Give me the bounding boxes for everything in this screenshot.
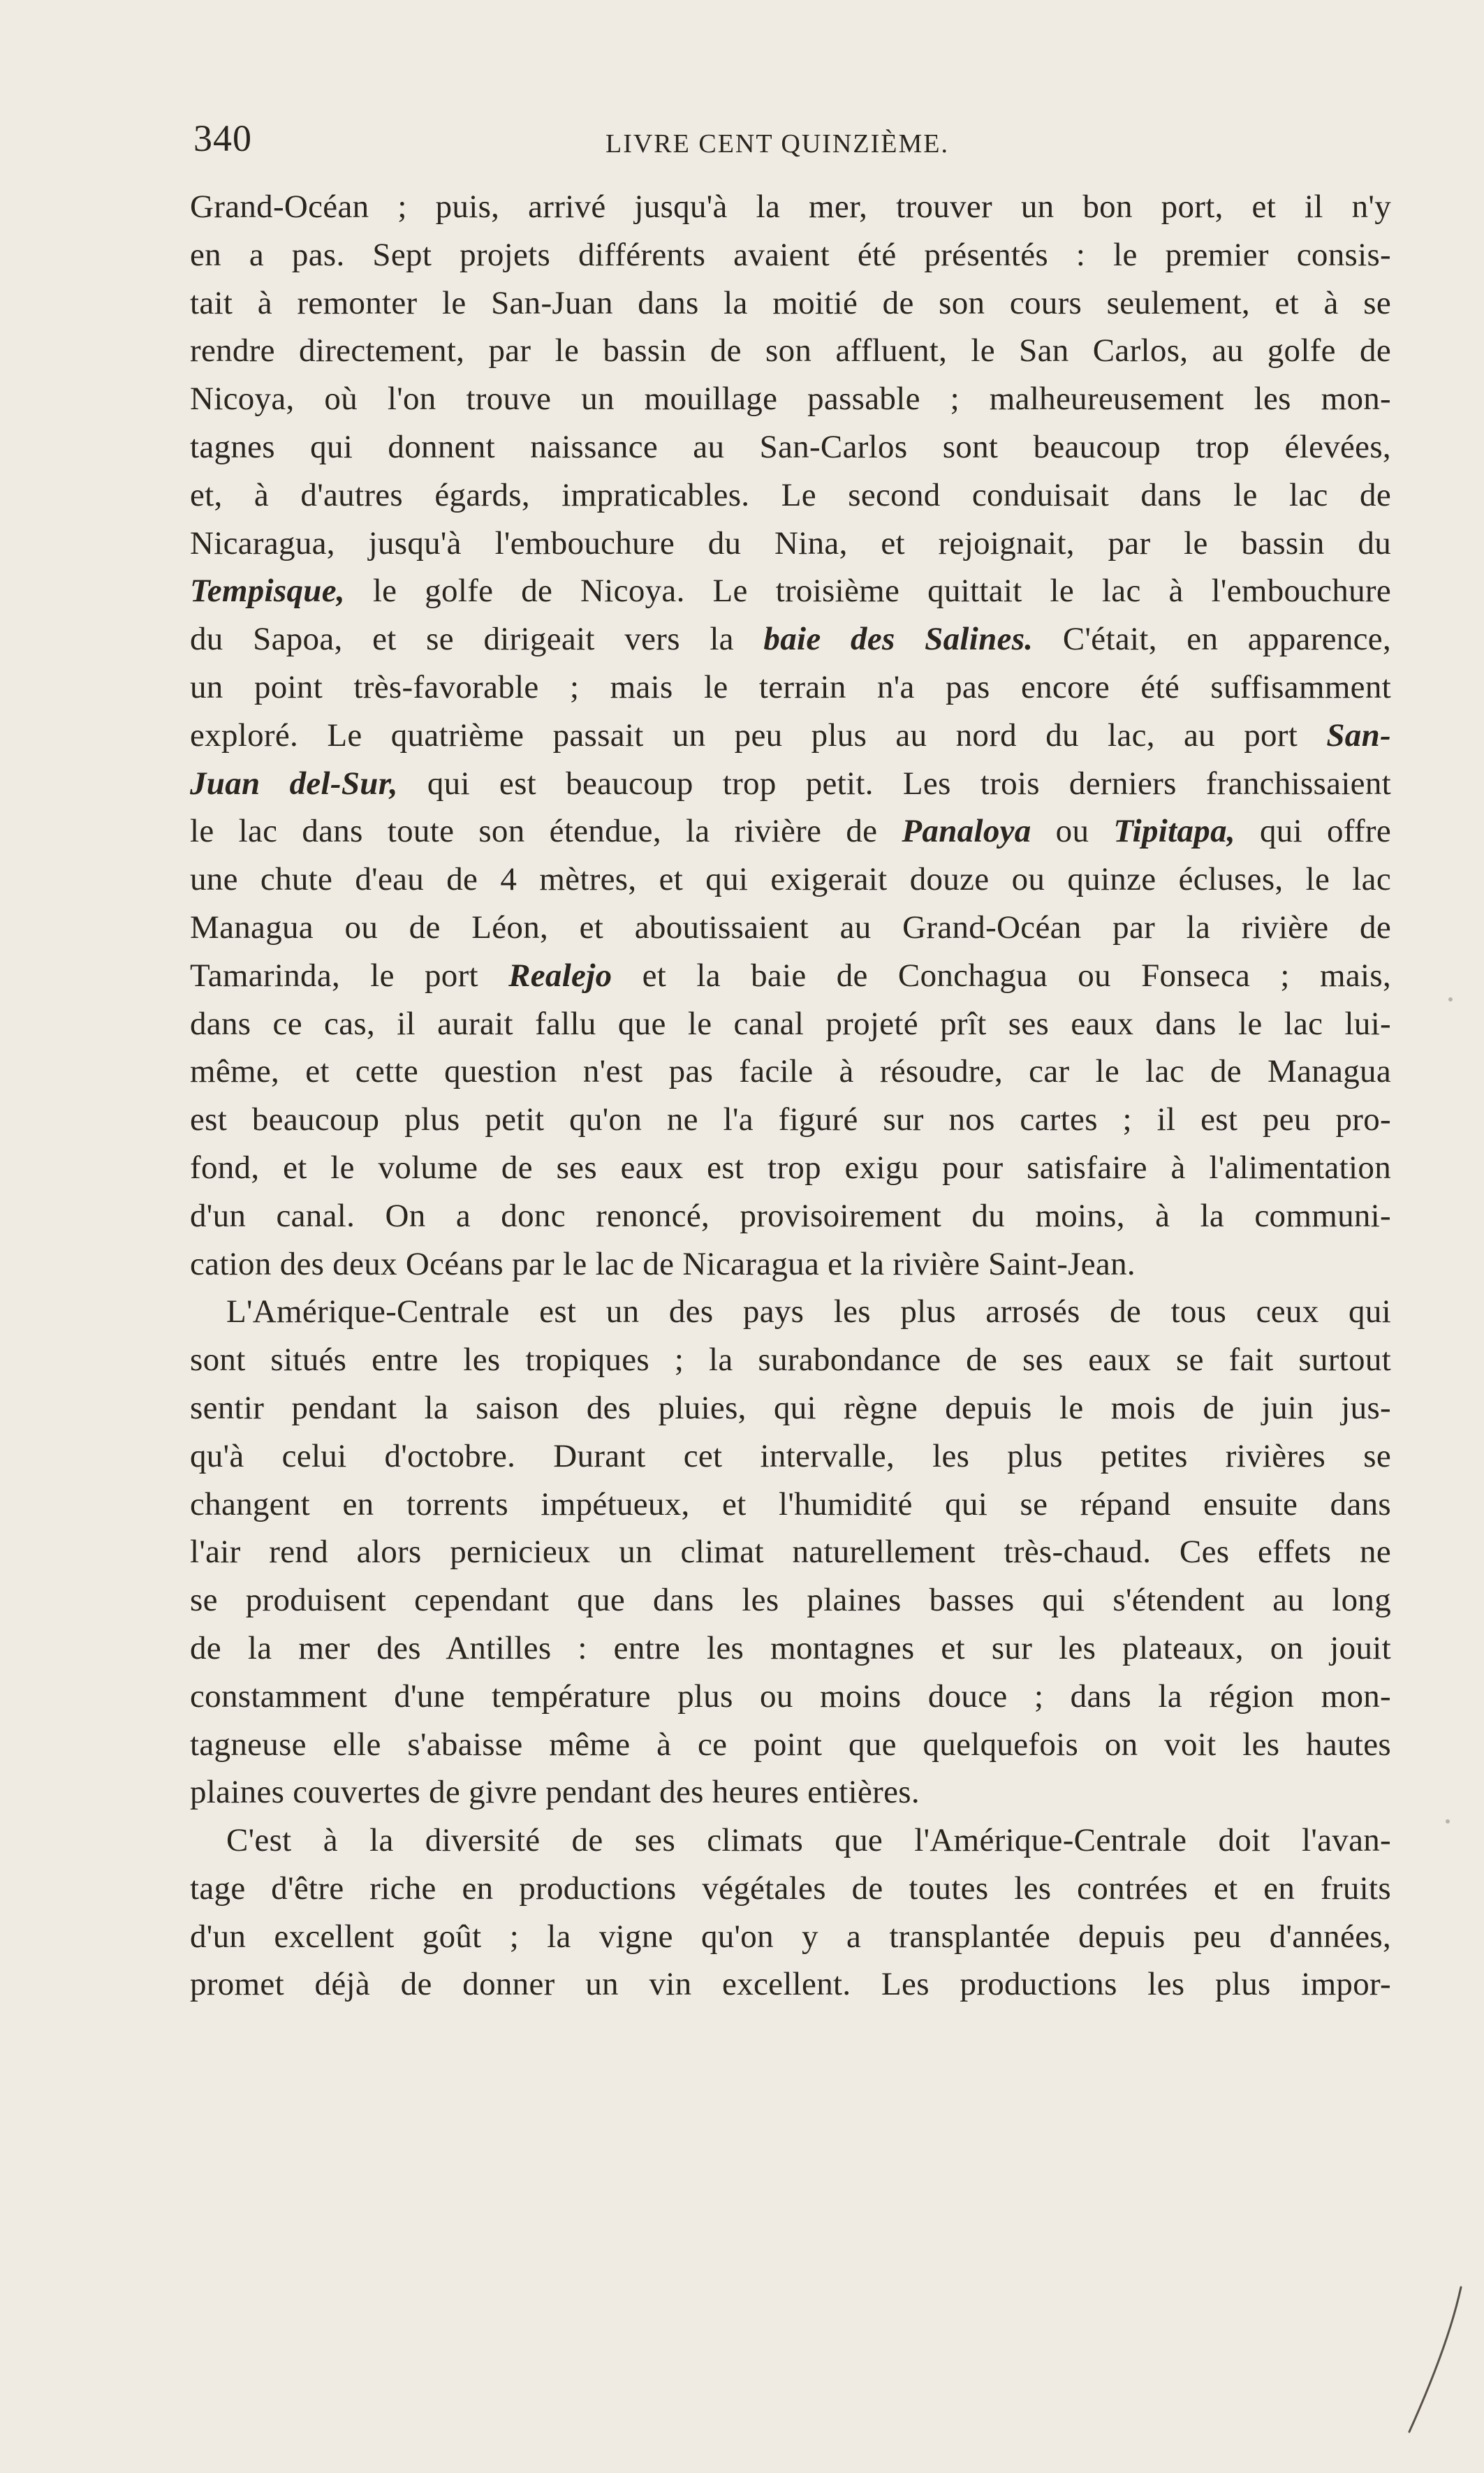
text-segment: Nicaragua, jusqu'à l'embouchure du Nina, et rejoignait, par le bassin du (190, 524, 1391, 562)
text-line (190, 712, 1391, 760)
text-segment: C'était, en apparence, (1033, 621, 1391, 658)
text-segment: qui offre (1235, 813, 1391, 850)
running-title: LIVRE CENT QUINZIÈME. (605, 129, 949, 159)
text-line (190, 471, 1391, 520)
italic-text: San- (1326, 717, 1391, 754)
text-line (190, 1096, 1391, 1144)
italic-text: Panaloya (902, 813, 1031, 850)
text-segment: est beaucoup plus petit qu'on ne l'a figuré sur nos cartes ; il est peu pro- (190, 1101, 1391, 1138)
text-segment: le golfe de Nicoya. Le troisième quittait le lac à l'embouchure (344, 573, 1391, 610)
text-line (190, 615, 1391, 663)
text-segment: un point très-favorable ; mais le terrain n'a pas encore été suffisamment (190, 668, 1391, 705)
text-line (190, 1624, 1391, 1673)
text-segment: tait à remonter le San-Juan dans la moitié de son cours seulement, et à se (190, 284, 1391, 321)
text-segment: en a pas. Sept projets différents avaient été présentés : le premier consis- (190, 236, 1391, 273)
text-line (190, 279, 1391, 328)
text-line (190, 1817, 1391, 1865)
text-segment: rendre directement, par le bassin de son affluent, le San Carlos, au golfe de (190, 332, 1391, 369)
text-line (190, 183, 1391, 231)
text-segment: Grand-Océan ; puis, arrivé jusqu'à la mer, trouver un bon port, et il n'y (190, 189, 1391, 225)
text-segment: et la baie de Conchagua ou Fonseca ; mais, (612, 957, 1391, 994)
text-segment: plaines couvertes de givre pendant des heures entières. (190, 1774, 920, 1811)
text-segment: fond, et le volume de ses eaux est trop exigu pour satisfaire à l'alimentation (190, 1149, 1391, 1186)
text-line (190, 1528, 1391, 1576)
text-segment: se produisent cependant que dans les plaines basses qui s'étendent au long (190, 1582, 1391, 1619)
text-line (190, 1913, 1391, 1961)
text-segment: une chute d'eau de 4 mètres, et qui exigerait douze ou quinze écluses, le lac (190, 861, 1391, 898)
text-line (190, 1481, 1391, 1529)
text-segment: tagnes qui donnent naissance au San-Carlos sont beaucoup trop élevées, (190, 428, 1391, 465)
text-line (190, 1384, 1391, 1432)
italic-text: Tempisque, (190, 573, 345, 610)
text-segment: promet déjà de donner un vin excellent. Les productions les plus impor- (190, 1966, 1391, 2003)
text-segment: d'un canal. On a donc renoncé, provisoirement du moins, à la communi- (190, 1197, 1391, 1234)
text-line (190, 760, 1391, 808)
text-segment: le lac dans toute son étendue, la rivière de (190, 813, 902, 850)
text-segment: Nicoya, où l'on trouve un mouillage passable ; malheureusement les mon- (190, 381, 1391, 418)
text-segment: L'Amérique-Centrale est un des pays les plus arrosés de tous ceux qui (226, 1293, 1391, 1330)
text-segment: qu'à celui d'octobre. Durant cet intervalle, les plus petites rivières se (190, 1437, 1391, 1474)
body-text (190, 183, 1391, 2009)
text-line (190, 663, 1391, 712)
italic-text: Realejo (508, 957, 612, 994)
margin-pencil-mark (1404, 2284, 1467, 2437)
text-segment: et, à d'autres égards, impraticables. Le second conduisait dans le lac de (190, 476, 1391, 513)
text-line (190, 1192, 1391, 1240)
text-segment: l'air rend alors pernicieux un climat naturellement très-chaud. Ces effets ne (190, 1534, 1391, 1571)
text-line (190, 1048, 1391, 1096)
text-segment: tage d'être riche en productions végétales de toutes les contrées et en fruits (190, 1870, 1391, 1907)
text-segment: C'est à la diversité de ses climats que l'Amérique-Centrale doit l'avan- (226, 1822, 1391, 1859)
text-segment: ou (1031, 813, 1114, 850)
text-line (190, 1432, 1391, 1481)
page-number: 340 (193, 117, 252, 159)
text-line (190, 1288, 1391, 1336)
text-line (190, 1673, 1391, 1721)
text-segment: même, et cette question n'est pas facile à résoudre, car le lac de Managua (190, 1053, 1391, 1090)
text-line (190, 1144, 1391, 1192)
text-line (190, 807, 1391, 856)
text-line (190, 375, 1391, 423)
text-line (190, 231, 1391, 279)
text-segment: Tamarinda, le port (190, 957, 509, 994)
italic-text: Juan del-Sur, (190, 765, 398, 802)
italic-text: baie des Salines. (763, 621, 1034, 658)
text-line (190, 856, 1391, 904)
text-segment: d'un excellent goût ; la vigne qu'on y a transplantée depuis peu d'années, (190, 1918, 1391, 1955)
text-segment: exploré. Le quatrième passait un peu plus au nord du lac, au port (190, 717, 1327, 754)
text-line (190, 567, 1391, 615)
text-segment: de la mer des Antilles : entre les montagnes et sur les plateaux, on jouit (190, 1629, 1391, 1666)
text-line (190, 423, 1391, 471)
text-line (190, 952, 1391, 1000)
italic-text: Tipitapa, (1113, 813, 1235, 850)
text-line (190, 1240, 1391, 1289)
text-line (190, 1576, 1391, 1624)
text-segment: cation des deux Océans par le lac de Nicaragua et la rivière Saint-Jean. (190, 1245, 1136, 1282)
page-header (193, 117, 1395, 166)
text-line (190, 1000, 1391, 1048)
text-line (190, 1721, 1391, 1769)
text-segment: du Sapoa, et se dirigeait vers la (190, 621, 764, 658)
text-segment: qui est beaucoup trop petit. Les trois derniers franchissaient (397, 765, 1391, 802)
text-segment: changent en torrents impétueux, et l'humidité qui se répand ensuite dans (190, 1485, 1391, 1522)
text-line (190, 327, 1391, 375)
paper-speck (1448, 997, 1453, 1001)
text-segment: Managua ou de Léon, et aboutissaient au Grand-Océan par la rivière de (190, 909, 1391, 946)
text-segment: tagneuse elle s'abaisse même à ce point que quelquefois on voit les hautes (190, 1726, 1391, 1763)
text-segment: dans ce cas, il aurait fallu que le canal projeté prît ses eaux dans le lac lui- (190, 1005, 1391, 1042)
paper-speck (1446, 1819, 1450, 1823)
text-line (190, 1865, 1391, 1913)
text-line (190, 520, 1391, 568)
text-segment: constamment d'une température plus ou moins douce ; dans la région mon- (190, 1678, 1391, 1715)
text-line (190, 904, 1391, 952)
text-line (190, 1768, 1391, 1817)
text-line (190, 1336, 1391, 1384)
text-segment: sentir pendant la saison des pluies, qui règne depuis le mois de juin jus- (190, 1389, 1391, 1426)
text-line (190, 1960, 1391, 2009)
text-segment: sont situés entre les tropiques ; la surabondance de ses eaux se fait surtout (190, 1342, 1391, 1379)
